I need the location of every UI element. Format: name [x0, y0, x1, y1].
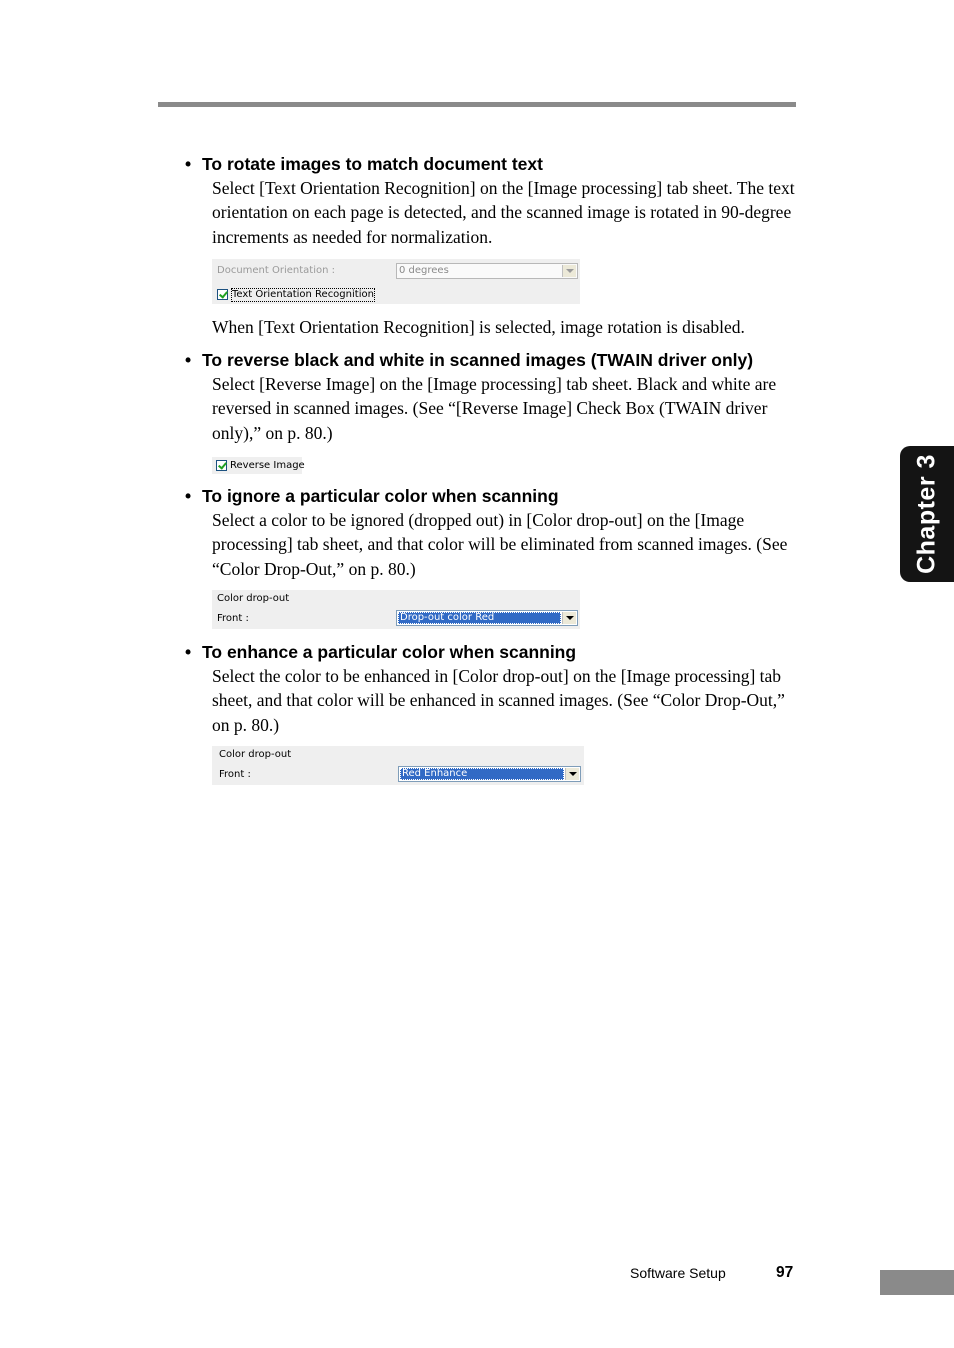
chevron-down-icon[interactable] — [562, 612, 576, 624]
heading-text: To rotate images to match document text — [202, 154, 543, 174]
bullet: • — [185, 154, 192, 174]
section-heading — [185, 640, 800, 664]
chapter-tab-label: Chapter 3 — [912, 454, 941, 574]
heading-text: To ignore a particular color when scanning — [202, 486, 559, 506]
reverse-image-checkbox-label[interactable]: Reverse Image — [230, 460, 305, 471]
color-enhance-ui-screenshot — [212, 746, 584, 785]
section-body: Select the color to be enhanced in [Color drop-out] on the [Image processing] tab sheet, and that color will be enhanced in scanned images. (See “Color Drop-Out,” on p. 80.) — [212, 666, 785, 735]
chevron-down-icon[interactable] — [562, 265, 576, 277]
color-dropout-group-label: Color drop-out — [217, 593, 290, 604]
section-ignore-color — [185, 484, 800, 581]
orientation-ui-screenshot — [212, 259, 580, 304]
bullet: • — [185, 486, 192, 506]
section-reverse-image — [185, 348, 800, 445]
combo-value: Red Enhance — [400, 768, 564, 780]
top-rule — [158, 102, 796, 107]
color-dropout-group-label: Color drop-out — [219, 749, 292, 760]
page-number: 97 — [776, 1264, 794, 1281]
text-orientation-checkbox[interactable] — [217, 289, 228, 300]
front-enhance-combo[interactable] — [398, 766, 581, 782]
section-heading — [185, 152, 800, 176]
section-body: Select [Reverse Image] on the [Image processing] tab sheet. Black and white are reversed in scanned images. (See “[Reverse Image] Check Box (TWAIN driver only),” on p. 80.) — [212, 374, 777, 443]
section-rotate-images — [185, 152, 800, 249]
footer-section-label: Software Setup — [630, 1265, 726, 1281]
reverse-image-ui-screenshot — [212, 457, 305, 474]
heading-text: To reverse black and white in scanned images (TWAIN driver only) — [202, 350, 754, 370]
combo-value: Drop-out color Red — [398, 612, 561, 624]
section-heading — [185, 348, 800, 372]
chapter-tab — [900, 446, 954, 582]
page-edge-tab — [880, 1270, 954, 1295]
rotation-note: When [Text Orientation Recognition] is selected, image rotation is disabled. — [212, 317, 745, 337]
combo-value: 0 degrees — [399, 265, 449, 276]
chevron-down-icon[interactable] — [565, 768, 579, 780]
section-enhance-color — [185, 640, 800, 737]
reverse-image-checkbox[interactable] — [216, 460, 227, 471]
section-body: Select a color to be ignored (dropped out) in [Color drop-out] on the [Image processing] tab sheet, and that color will be eliminated from scanned images. (See “Color Drop-Out,” on p. 80.) — [212, 510, 788, 579]
bullet: • — [185, 642, 192, 662]
document-orientation-combo[interactable] — [396, 263, 578, 279]
front-label: Front : — [219, 769, 251, 780]
color-dropout-ui-screenshot — [212, 590, 580, 629]
bullet: • — [185, 350, 192, 370]
heading-text: To enhance a particular color when scanning — [202, 642, 577, 662]
section-body: Select [Text Orientation Recognition] on the [Image processing] tab sheet. The text orientation on each page is detected, and the scanned image is rotated in 90-degree increments as needed for normalization. — [212, 178, 795, 247]
document-orientation-label: Document Orientation : — [217, 265, 335, 276]
front-dropout-combo[interactable] — [396, 610, 578, 626]
front-label: Front : — [217, 613, 249, 624]
text-orientation-checkbox-label[interactable]: Text Orientation Recognition — [232, 289, 374, 300]
section-heading — [185, 484, 800, 508]
